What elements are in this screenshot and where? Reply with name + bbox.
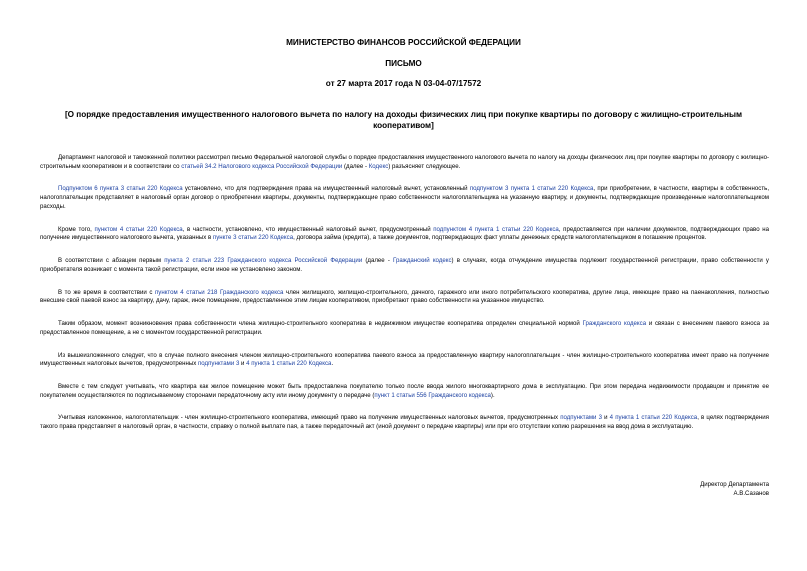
body-paragraph <box>40 185 769 211</box>
legal-reference-link[interactable]: Гражданский кодекс <box>393 257 452 265</box>
body-paragraph <box>40 414 769 431</box>
paragraph-text: . <box>331 360 334 368</box>
document-type: ПИСЬМО <box>385 59 422 68</box>
paragraph-text: ) разъясняет следующее. <box>388 162 461 170</box>
legal-reference-link[interactable]: Подпунктом 6 пункта 3 статьи 220 Кодекса <box>58 185 183 193</box>
body-paragraph <box>40 154 769 171</box>
paragraph-text: , предоставляется при наличии документов, подтверждающих право на получение имущественного налогового вычета, указанных в <box>40 225 770 242</box>
legal-reference-link[interactable]: пункте 3 статьи 220 Кодекса <box>212 234 294 242</box>
paragraph-text: , договора займа (кредита), а также документов, подтверждающих факт уплаты денежных средств налогоплательщиком в погашение процентов. <box>293 234 707 242</box>
signatory-name: А.В.Сазанов <box>733 490 769 497</box>
paragraph-text: Из вышеизложенного следует, что в случае полного внесения членом жилищно-строительного кооператива паевого взноса за предоставленную квартиру налогоплательщик - член жилищно-строительного кооператива имеет право на получение имущественных налоговых вычетов, предусмотренных <box>40 351 769 368</box>
paragraph-text: В то же время в соответствии с <box>58 288 155 296</box>
signatory-position: Директор Департамента <box>700 481 769 488</box>
document-subject: [О порядке предоставления имущественного налогового вычета по налогу на доходы физических лиц при покупке квартиры по договору с жилищно-строительным кооперативом] <box>64 110 743 130</box>
paragraph-text: ) в случаях, когда отчуждение имущества подлежит государственной регистрации, право собственности у приобретателя возникает с момента такой регистрации, если иное не установлено законом. <box>40 257 769 273</box>
paragraph-text: и <box>601 414 610 422</box>
paragraph-text: Департамент налоговой и таможенной политики рассмотрел письмо Федеральной налоговой службы о порядке предоставления имущественного налогового вычета по налогу на доходы физических лиц при покупке квартиры по договору с жилищно-строительным кооперативом и в соответствии со <box>40 154 769 170</box>
legal-reference-link[interactable]: пункта 2 статьи 223 Гражданского кодекса Российской Федерации <box>164 257 363 265</box>
paragraph-text: и <box>239 360 247 368</box>
legal-reference-link[interactable]: подпунктом 4 пункта 1 статьи 220 Кодекса <box>433 225 559 233</box>
document-body <box>40 154 769 446</box>
legal-reference-link[interactable]: пунктом 4 статьи 218 Гражданского кодекса <box>154 288 284 296</box>
paragraph-text: , в целях подтверждения такого права представляет в налоговый орган, в частности, справку о полной выплате пая, а также передаточный акт (иной документ о передаче квартиры) или при его отсутствии копию разрешения на ввод дома в эксплуатацию. <box>40 414 769 431</box>
paragraph-text: (далее - <box>362 257 394 265</box>
body-paragraph <box>40 352 769 369</box>
body-paragraph <box>40 320 769 337</box>
legal-reference-link[interactable]: 4 пункта 1 статьи 220 Кодекса <box>246 360 332 368</box>
paragraph-text: Таким образом, момент возникновения права собственности члена жилищно-строительного кооператива в недвижимом имуществе кооператива определен специальной нормой <box>58 320 583 328</box>
ministry-title: МИНИСТЕРСТВО ФИНАНСОВ РОССИЙСКОЙ ФЕДЕРАЦИИ <box>286 38 521 47</box>
paragraph-text: Кроме того, <box>58 225 95 233</box>
paragraph-text: , при приобретении, в частности, квартиры в собственность, налогоплательщик представляет в налоговый орган договор о приобретении квартиры, документы, подтверждающие право собственности налогоплательщика на указанную квартиру, и документы, подтверждающие произведенные налогоплательщиком расходы. <box>40 185 770 210</box>
paragraph-text: Вместе с тем следует учитывать, что квартира как жилое помещение может быть предоставлена покупателю только после ввода жилого многоквартирного дома в эксплуатацию. При этом передача недвижимости продавцом и принятие ее покупателем осуществляются по подписываемому сторонами передаточному акту или иному документу о передаче ( <box>40 382 769 399</box>
legal-reference-link[interactable]: статьей 34.2 Налогового кодекса Российской Федерации <box>181 162 343 170</box>
paragraph-text: В соответствии с абзацем первым <box>58 257 165 265</box>
paragraph-text: установлено, что для подтверждения права на имущественный налоговый вычет, установленный <box>182 185 470 193</box>
body-paragraph <box>40 289 769 306</box>
legal-reference-link[interactable]: подпунктами 3 <box>560 414 602 422</box>
paragraph-text: Учитывая изложенное, налогоплательщик - член жилищно-строительного кооператива, имеющий право на получение имущественных налоговых вычетов, предусмотренных <box>58 414 561 422</box>
document-date-number: от 27 марта 2017 года N 03-04-07/17572 <box>325 79 482 88</box>
legal-reference-link[interactable]: подпунктом 3 пункта 1 статьи 220 Кодекса <box>469 185 594 193</box>
paragraph-text: (далее - <box>342 162 369 170</box>
legal-reference-link[interactable]: Гражданского кодекса <box>582 320 647 328</box>
legal-reference-link[interactable]: Кодекс <box>368 162 389 170</box>
body-paragraph <box>40 226 769 243</box>
body-paragraph <box>40 383 769 400</box>
legal-reference-link[interactable]: подпунктами 3 <box>198 360 240 368</box>
paragraph-text: и связан с внесением паевого взноса за предоставленное помещение, а не с моментом государственной регистрации. <box>40 320 769 336</box>
paragraph-text: , в частности, установлено, что имущественный налоговый вычет, предусмотренный <box>182 225 434 233</box>
legal-reference-link[interactable]: пунктом 4 статьи 220 Кодекса <box>94 225 183 233</box>
paragraph-text: ). <box>490 391 495 399</box>
signature-block <box>700 480 769 498</box>
body-paragraph <box>40 257 769 274</box>
paragraph-text: член жилищного, жилищно-строительного, дачного, гаражного или иного потребительского кооператива, другие лица, имеющие право на паенакопления, полностью внесшие свой паевой взнос за квартиру, дачу, гараж, иное помещение, предоставленное этим лицам кооперативом, приобретают право собственности на указанное имущество. <box>40 288 769 305</box>
legal-reference-link[interactable]: пункт 1 статьи 556 Гражданского кодекса <box>374 391 491 399</box>
legal-reference-link[interactable]: 4 пункта 1 статьи 220 Кодекса <box>609 414 698 422</box>
